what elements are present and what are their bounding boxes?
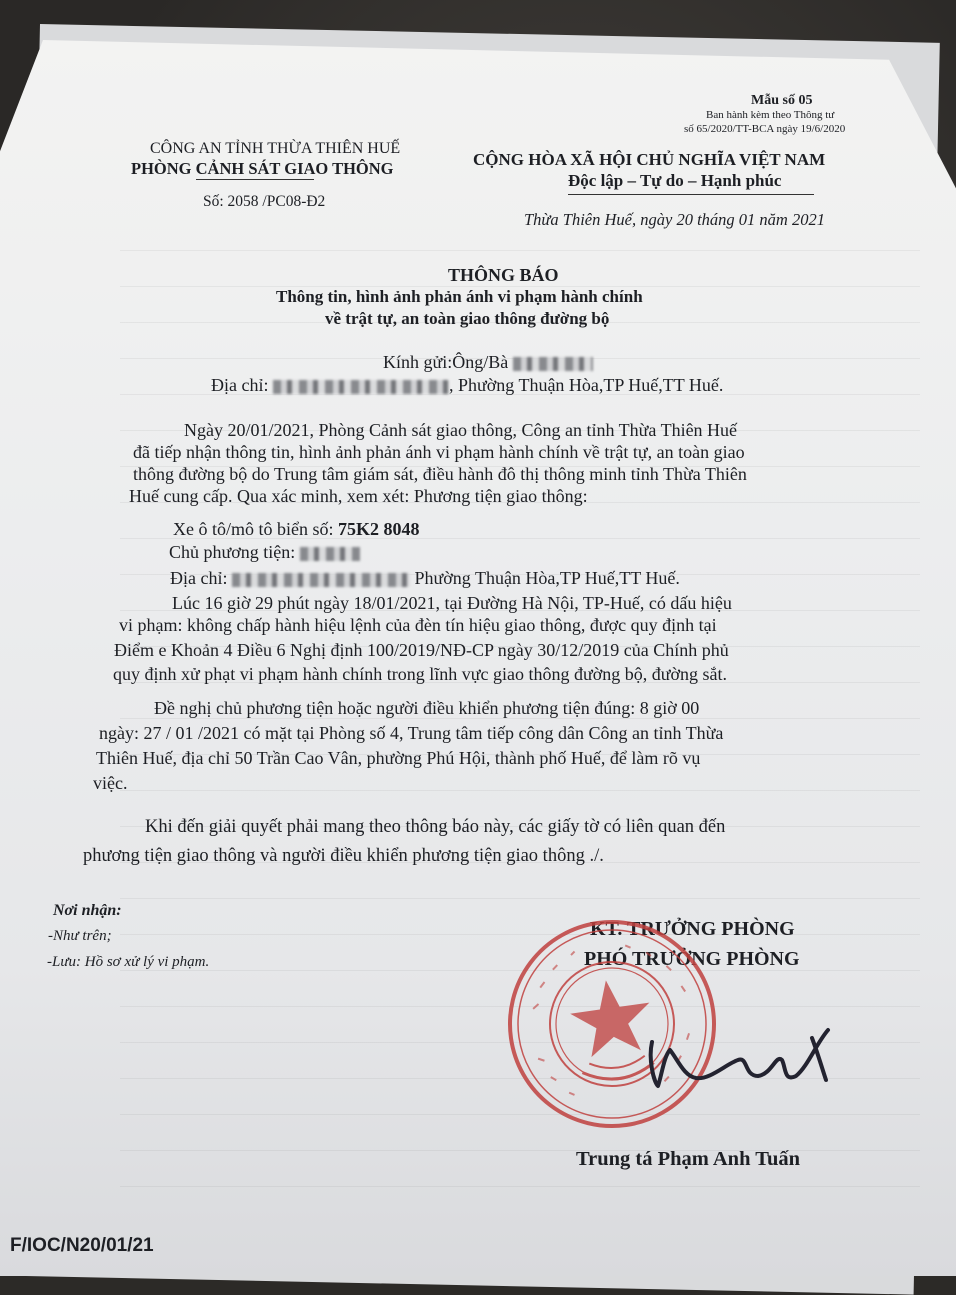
redacted-recipient-name	[513, 357, 593, 371]
notice-subtitle-2: về trật tự, an toàn giao thông đường bộ	[325, 309, 610, 328]
recipient-address-tail: , Phường Thuận Hòa,TP Huế,TT Huế.	[448, 375, 724, 395]
body-paragraph-3-line-2: ngày: 27 / 01 /2021 có mặt tại Phòng số 4, Trung tâm tiếp công dân Công an tỉnh Thừa	[99, 723, 724, 743]
vehicle-plate-number: 75K2 8048	[338, 519, 420, 539]
body-paragraph-3-line-4: việc.	[93, 773, 128, 793]
body-paragraph-1-line-3: thông đường bộ do Trung tâm giám sát, điều hành đô thị thông minh tỉnh Thừa Thiên	[133, 464, 747, 484]
motto-underline	[568, 194, 814, 195]
recipient-address-line	[211, 375, 723, 396]
place-date: Thừa Thiên Huế, ngày 20 tháng 01 năm 2021	[524, 210, 825, 229]
vehicle-owner-address-label: Địa chỉ:	[170, 568, 228, 588]
recipient-address-label: Địa chỉ:	[211, 375, 269, 395]
body-paragraph-3-line-1: Đề nghị chủ phương tiện hoặc người điều khiển phương tiện đúng: 8 giờ 00	[154, 698, 700, 718]
handwritten-signature	[640, 1020, 850, 1100]
footer-code: F/IOC/N20/01/21	[10, 1235, 154, 1256]
body-paragraph-4-line-1: Khi đến giải quyết phải mang theo thông báo này, các giấy tờ có liên quan đến	[145, 817, 726, 837]
body-paragraph-3-line-3: Thiên Huế, địa chỉ 50 Trần Cao Vân, phường Phú Hội, thành phố Huế, để làm rõ vụ	[96, 748, 701, 768]
form-issued-line-2: số 65/2020/TT-BCA ngày 19/6/2020	[684, 123, 846, 135]
notice-subtitle-1: Thông tin, hình ảnh phản ánh vi phạm hành chính	[276, 287, 643, 306]
vehicle-owner-address-tail: Phường Thuận Hòa,TP Huế,TT Huế.	[414, 568, 680, 588]
agency-name: PHÒNG CẢNH SÁT GIAO THÔNG	[131, 159, 394, 178]
vehicle-owner-address-line	[170, 568, 680, 589]
form-number: Mẫu số 05	[751, 93, 813, 108]
signature-role-1: KT. TRƯỞNG PHÒNG	[590, 918, 795, 940]
body-paragraph-1-line-1: Ngày 20/01/2021, Phòng Cảnh sát giao thông, Công an tỉnh Thừa Thiên Huế	[184, 420, 738, 440]
body-paragraph-4-line-2: phương tiện giao thông và người điều khiển phương tiện giao thông ./.	[83, 846, 604, 866]
redacted-owner-address	[232, 573, 410, 587]
signature-role-2: PHÓ TRƯỞNG PHÒNG	[584, 948, 800, 970]
body-paragraph-1-line-2: đã tiếp nhận thông tin, hình ảnh phản ánh vi phạm hành chính về trật tự, an toàn giao	[133, 442, 745, 462]
body-paragraph-1-line-4: Huế cung cấp. Qua xác minh, xem xét: Phương tiện giao thông:	[129, 486, 588, 506]
agency-underline	[196, 179, 314, 180]
recipients-item-1: -Như trên;	[48, 928, 112, 944]
body-paragraph-2-line-1: Lúc 16 giờ 29 phút ngày 18/01/2021, tại Đường Hà Nội, TP-Huế, có dấu hiệu	[172, 593, 732, 613]
recipient-greeting: Kính gửi:Ông/Bà	[383, 352, 509, 372]
nation-title: CỘNG HÒA XÃ HỘI CHỦ NGHĨA VIỆT NAM	[473, 150, 826, 169]
recipient-greeting-line	[383, 352, 593, 373]
vehicle-plate-label: Xe ô tô/mô tô biển số:	[173, 519, 338, 539]
recipients-label: Nơi nhận:	[53, 902, 122, 919]
body-paragraph-2-line-2: vi phạm: không chấp hành hiệu lệnh của đèn tín hiệu giao thông, được quy định tại	[119, 615, 717, 635]
nation-motto: Độc lập – Tự do – Hạnh phúc	[568, 171, 782, 190]
redacted-recipient-address	[273, 380, 449, 394]
vehicle-owner-line	[169, 542, 360, 563]
body-paragraph-2-line-4: quy định xử phạt vi phạm hành chính trong lĩnh vực giao thông đường bộ, đường sắt.	[113, 664, 727, 684]
agency-parent: CÔNG AN TỈNH THỪA THIÊN HUẾ	[150, 140, 401, 157]
recipients-item-2: -Lưu: Hồ sơ xử lý vi phạm.	[47, 954, 210, 970]
agency-ref-number: Số: 2058 /PC08-Đ2	[203, 193, 326, 210]
form-issued-line-1: Ban hành kèm theo Thông tư	[706, 109, 835, 121]
vehicle-owner-label: Chủ phương tiện:	[169, 542, 296, 562]
notice-title: THÔNG BÁO	[448, 265, 559, 285]
body-paragraph-2-line-3: Điểm e Khoản 4 Điều 6 Nghị định 100/2019/NĐ-CP ngày 30/12/2019 của Chính phủ	[114, 640, 729, 660]
redacted-owner-name	[300, 547, 360, 561]
signer-name: Trung tá Phạm Anh Tuấn	[576, 1148, 801, 1170]
vehicle-plate-line	[173, 519, 420, 540]
